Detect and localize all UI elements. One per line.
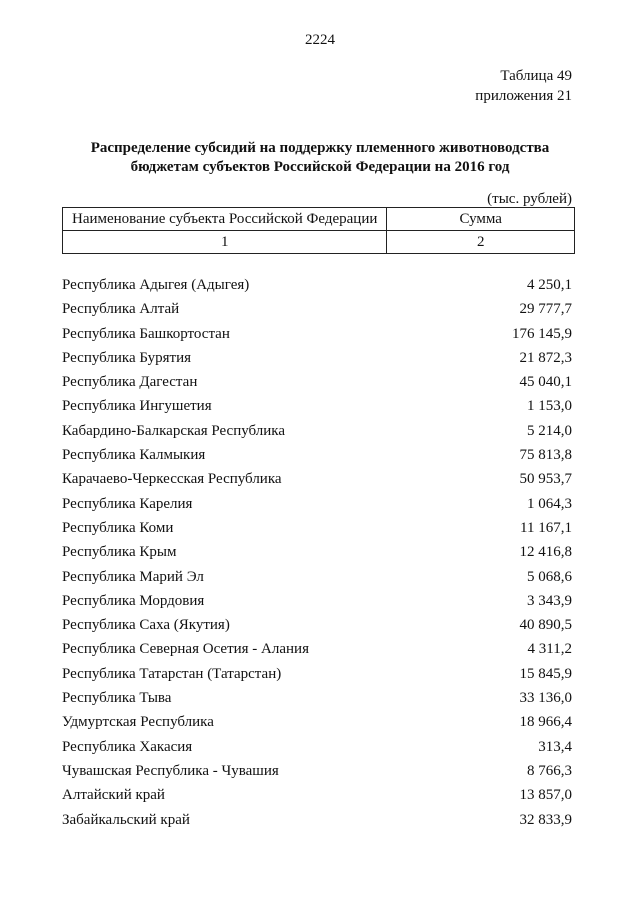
column-header-name: Наименование субъекта Российской Федерации xyxy=(63,208,387,231)
table-row xyxy=(62,783,572,807)
table-row xyxy=(62,808,572,832)
subsidy-amount: 11 167,1 xyxy=(520,519,572,536)
subsidy-amount: 40 890,5 xyxy=(519,617,572,634)
subsidy-amount: 29 777,7 xyxy=(519,301,572,318)
region-name: Республика Саха (Якутия) xyxy=(62,617,230,634)
subsidy-amount: 5 068,6 xyxy=(527,568,572,585)
table-header xyxy=(62,207,575,254)
region-name: Республика Мордовия xyxy=(62,592,205,609)
subsidy-amount: 21 872,3 xyxy=(519,349,572,366)
table-row xyxy=(62,686,572,710)
column-number-2: 2 xyxy=(387,231,575,254)
document-title-line2: бюджетам субъектов Российской Федерации на 2016 год xyxy=(130,159,510,175)
table-row xyxy=(62,710,572,734)
table-row xyxy=(62,443,572,467)
subsidy-amount: 18 966,4 xyxy=(519,714,572,731)
subsidy-amount: 3 343,9 xyxy=(527,592,572,609)
subsidy-amount: 4 311,2 xyxy=(527,641,572,658)
table-reference-line1: Таблица 49 xyxy=(500,68,572,84)
region-name: Республика Бурятия xyxy=(62,349,192,366)
region-name: Алтайский край xyxy=(62,787,165,804)
subsidy-amount: 313,4 xyxy=(538,738,572,755)
region-name: Республика Коми xyxy=(62,519,174,536)
table-row xyxy=(62,516,572,540)
region-name: Карачаево-Черкесская Республика xyxy=(62,471,282,488)
region-name: Удмуртская Республика xyxy=(62,714,214,731)
column-number-1: 1 xyxy=(63,231,387,254)
region-name: Республика Тыва xyxy=(62,690,172,707)
document-title-line1: Распределение субсидий на поддержку племенного животноводства xyxy=(90,140,550,156)
subsidy-amount: 5 214,0 xyxy=(527,422,572,439)
table-row xyxy=(62,492,572,516)
subsidy-amount: 1 064,3 xyxy=(527,495,572,512)
table-row xyxy=(62,297,572,321)
region-name: Республика Калмыкия xyxy=(62,447,206,464)
page-number: 2224 xyxy=(305,32,335,48)
subsidy-amount: 176 145,9 xyxy=(512,325,572,342)
region-name: Республика Северная Осетия - Алания xyxy=(62,641,309,658)
table-row xyxy=(62,759,572,783)
region-name: Республика Башкортостан xyxy=(62,325,230,342)
table-row xyxy=(62,346,572,370)
column-header-sum: Сумма xyxy=(387,208,575,231)
subsidy-amount: 4 250,1 xyxy=(527,277,572,293)
table-header-row xyxy=(63,208,575,231)
table-reference xyxy=(475,66,572,106)
subsidy-amount: 33 136,0 xyxy=(519,690,572,707)
subsidy-amount: 15 845,9 xyxy=(519,665,572,682)
subsidy-amount: 75 813,8 xyxy=(519,447,572,464)
region-name: Республика Марий Эл xyxy=(62,568,204,585)
table-row xyxy=(62,637,572,661)
region-name: Республика Крым xyxy=(62,544,177,561)
table-row xyxy=(62,273,572,297)
region-name: Республика Карелия xyxy=(62,495,193,512)
region-name: Республика Дагестан xyxy=(62,374,198,391)
table-row xyxy=(62,735,572,759)
subsidy-amount: 13 857,0 xyxy=(519,787,572,804)
subsidy-amount: 12 416,8 xyxy=(519,544,572,561)
subsidy-amount: 32 833,9 xyxy=(519,811,572,828)
table-row xyxy=(62,394,572,418)
region-name: Республика Алтай xyxy=(62,301,180,318)
table-reference-line2: приложения 21 xyxy=(475,88,572,104)
region-name: Чувашская Республика - Чувашия xyxy=(62,762,279,779)
table-row xyxy=(62,467,572,491)
table-column-number-row xyxy=(63,231,575,254)
table-row xyxy=(62,662,572,686)
region-name: Республика Адыгея (Адыгея) xyxy=(62,277,250,293)
table-row xyxy=(62,565,572,589)
table-row xyxy=(62,540,572,564)
table-row xyxy=(62,370,572,394)
subsidy-amount: 8 766,3 xyxy=(527,762,572,779)
subsidy-amount: 50 953,7 xyxy=(519,471,572,488)
subsidy-amount: 45 040,1 xyxy=(519,374,572,391)
subsidy-amount: 1 153,0 xyxy=(527,398,572,415)
document-title xyxy=(0,139,640,177)
region-name: Республика Татарстан (Татарстан) xyxy=(62,665,282,682)
table-row xyxy=(62,613,572,637)
table-row xyxy=(62,419,572,443)
region-name: Кабардино-Балкарская Республика xyxy=(62,422,286,439)
table-body xyxy=(62,273,572,832)
table-row xyxy=(62,322,572,346)
table-row xyxy=(62,589,572,613)
region-name: Забайкальский край xyxy=(62,811,190,828)
region-name: Республика Хакасия xyxy=(62,738,193,755)
region-name: Республика Ингушетия xyxy=(62,398,212,415)
units-label: (тыс. рублей) xyxy=(487,191,572,207)
